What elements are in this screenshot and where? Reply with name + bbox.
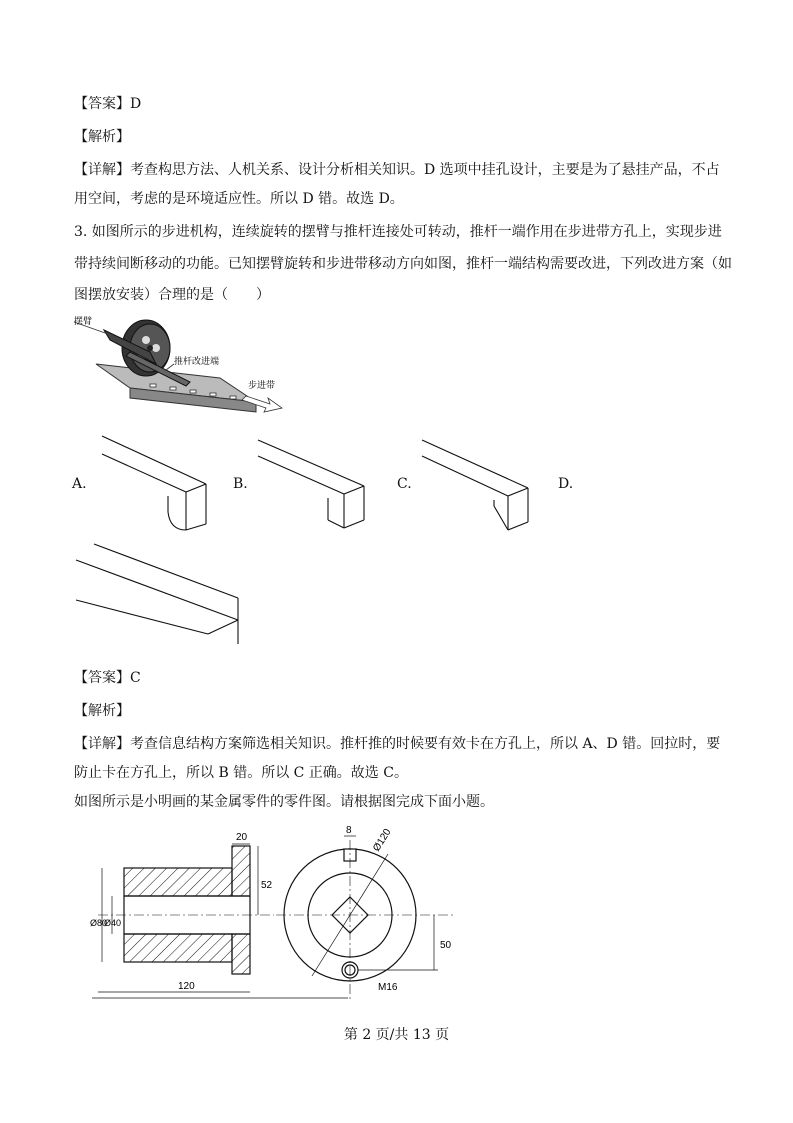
q3-stem-line-3: 图摆放安装）合理的是（ ） [74, 287, 270, 303]
option-c-label[interactable]: C. [397, 476, 412, 492]
detail-tag: 【详解】 [74, 736, 130, 752]
part-drawing [88, 822, 468, 1018]
answer-value: D [130, 96, 142, 112]
q3-answer-line [74, 668, 724, 688]
answer-tag: 【答案】 [74, 96, 130, 112]
label-arm: 摆臂 [74, 316, 93, 326]
dim-phi80: Ø80 [90, 918, 108, 928]
q3-analysis-tag: 【解析】 [74, 703, 130, 719]
q2-analysis-tag: 【解析】 [74, 129, 130, 145]
option-d-figure [74, 540, 240, 646]
page-footer: 第 2 页/共 13 页 [343, 1027, 450, 1043]
dim-phi120: Ø120 [371, 827, 394, 854]
option-d-label[interactable]: D. [558, 476, 574, 492]
stepping-mechanism-figure [70, 312, 290, 424]
q3-detail-line-1: 【详解】考查信息结构方案筛选相关知识。推杆推的时候要有效卡在方孔上，所以 A、D 错。回拉时，要 [74, 736, 721, 752]
answer-tag: 【答案】 [74, 670, 130, 686]
dim-52: 52 [261, 880, 273, 891]
q3-stem-line-2: 带持续间断移动的功能。已知摆臂旋转和步进带移动方向如图，推杆一端结构需要改进，下列改进方案（如 [74, 256, 732, 272]
option-c-figure [412, 434, 534, 534]
q3-detail-line-2: 防止卡在方孔上，所以 B 错。所以 C 正确。故选 C。 [74, 765, 408, 781]
q3-stem-line-1: 3. 如图所示的步进机构，连续旋转的摆臂与推杆连接处可转动，推杆一端作用在步进带方孔上，实现步进 [74, 224, 722, 240]
label-belt: 步进带 [248, 380, 276, 390]
q2-detail-line-2: 用空间，考虑的是环境适应性。所以 D 错。故选 D。 [74, 191, 404, 207]
dim-50: 50 [440, 940, 452, 951]
dim-phi40: Ø40 [104, 918, 122, 928]
dim-20: 20 [236, 832, 248, 843]
dim-120: 120 [178, 981, 195, 992]
q2-detail-line-1: 【详解】考查构思方法、人机关系、设计分析相关知识。D 选项中挂孔设计，主要是为了悬挂产品，不占 [74, 162, 720, 178]
q2-answer-line [74, 94, 724, 114]
dim-m16: M16 [378, 982, 398, 993]
option-a-label[interactable]: A. [72, 476, 87, 492]
dim-8: 8 [346, 825, 352, 836]
answer-value: C [130, 670, 141, 686]
label-rod-end: 推杆改进端 [174, 356, 220, 366]
option-b-label[interactable]: B. [233, 476, 248, 492]
option-b-figure [248, 434, 370, 534]
detail-tag: 【详解】 [74, 162, 130, 178]
part-intro: 如图所示是小明画的某金属零件的零件图。请根据图完成下面小题。 [74, 794, 494, 810]
option-a-figure [88, 434, 210, 534]
